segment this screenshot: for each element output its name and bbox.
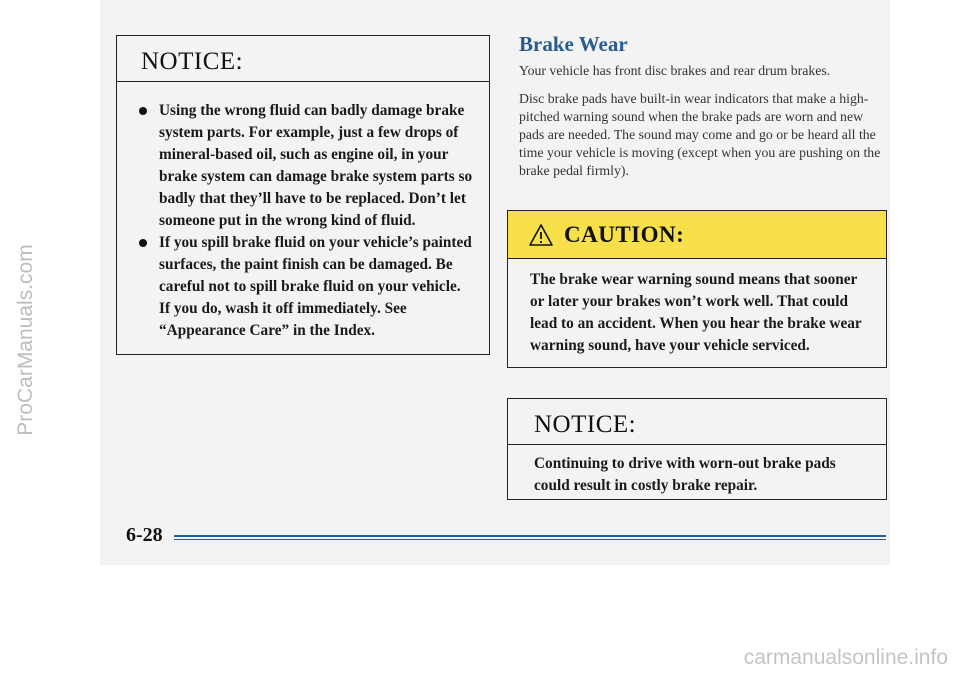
bottom-watermark: carmanualsonline.info: [743, 646, 948, 669]
notice-box-brake-pads: [507, 398, 887, 500]
notice-box-fluid: [116, 35, 490, 355]
notice-list: [117, 82, 489, 342]
notice-heading: NOTICE:: [117, 36, 489, 82]
section-title-brake-wear: Brake Wear: [519, 32, 628, 56]
warning-triangle-icon: [528, 223, 554, 247]
brake-wear-paragraph: Disc brake pads have built-in wear indicators that make a high-pitched warning sound when the brake pads are worn and new pads are needed. The sound may come and go or be heard all the time your vehicle is moving (except when you are pushing on the brake pedal firmly).: [519, 91, 881, 178]
notice-item-text: If you spill brake fluid on your vehicle’s painted surfaces, the paint finish can be damaged. Be careful not to spill brake fluid on your vehicle. If you do, wash it off immediately. See “Appearance Care” in the Index.: [159, 234, 472, 339]
notice-heading: NOTICE:: [508, 399, 886, 445]
notice-item-text: Using the wrong fluid can badly damage brake system parts. For example, just a few drops of mineral-based oil, such as engine oil, in your brake system can damage brake system parts so badly that they’ll have to be replaced. Don’t let someone put in the wrong kind of fluid.: [159, 102, 473, 229]
notice-text: Continuing to drive with worn-out brake pads could result in costly brake repair.: [534, 455, 836, 494]
footer-rule: [174, 535, 886, 537]
page-number: 6-28: [126, 524, 163, 546]
caution-text: The brake wear warning sound means that sooner or later your brakes won’t work well. That could lead to an accident. When you hear the brake wear warning sound, have your vehicle serviced.: [530, 271, 862, 354]
bullet-icon: [139, 107, 147, 115]
caution-heading: CAUTION:: [564, 221, 685, 247]
bullet-icon: [139, 239, 147, 247]
brake-wear-paragraph: Your vehicle has front disc brakes and rear drum brakes.: [519, 63, 831, 78]
notice-list-item: [159, 100, 475, 232]
caution-box: [507, 210, 887, 368]
notice-list-item: [159, 232, 475, 342]
footer-rule-thin: [174, 539, 886, 540]
side-watermark: ProCarManuals.com: [14, 244, 37, 436]
caution-header: [508, 211, 886, 259]
